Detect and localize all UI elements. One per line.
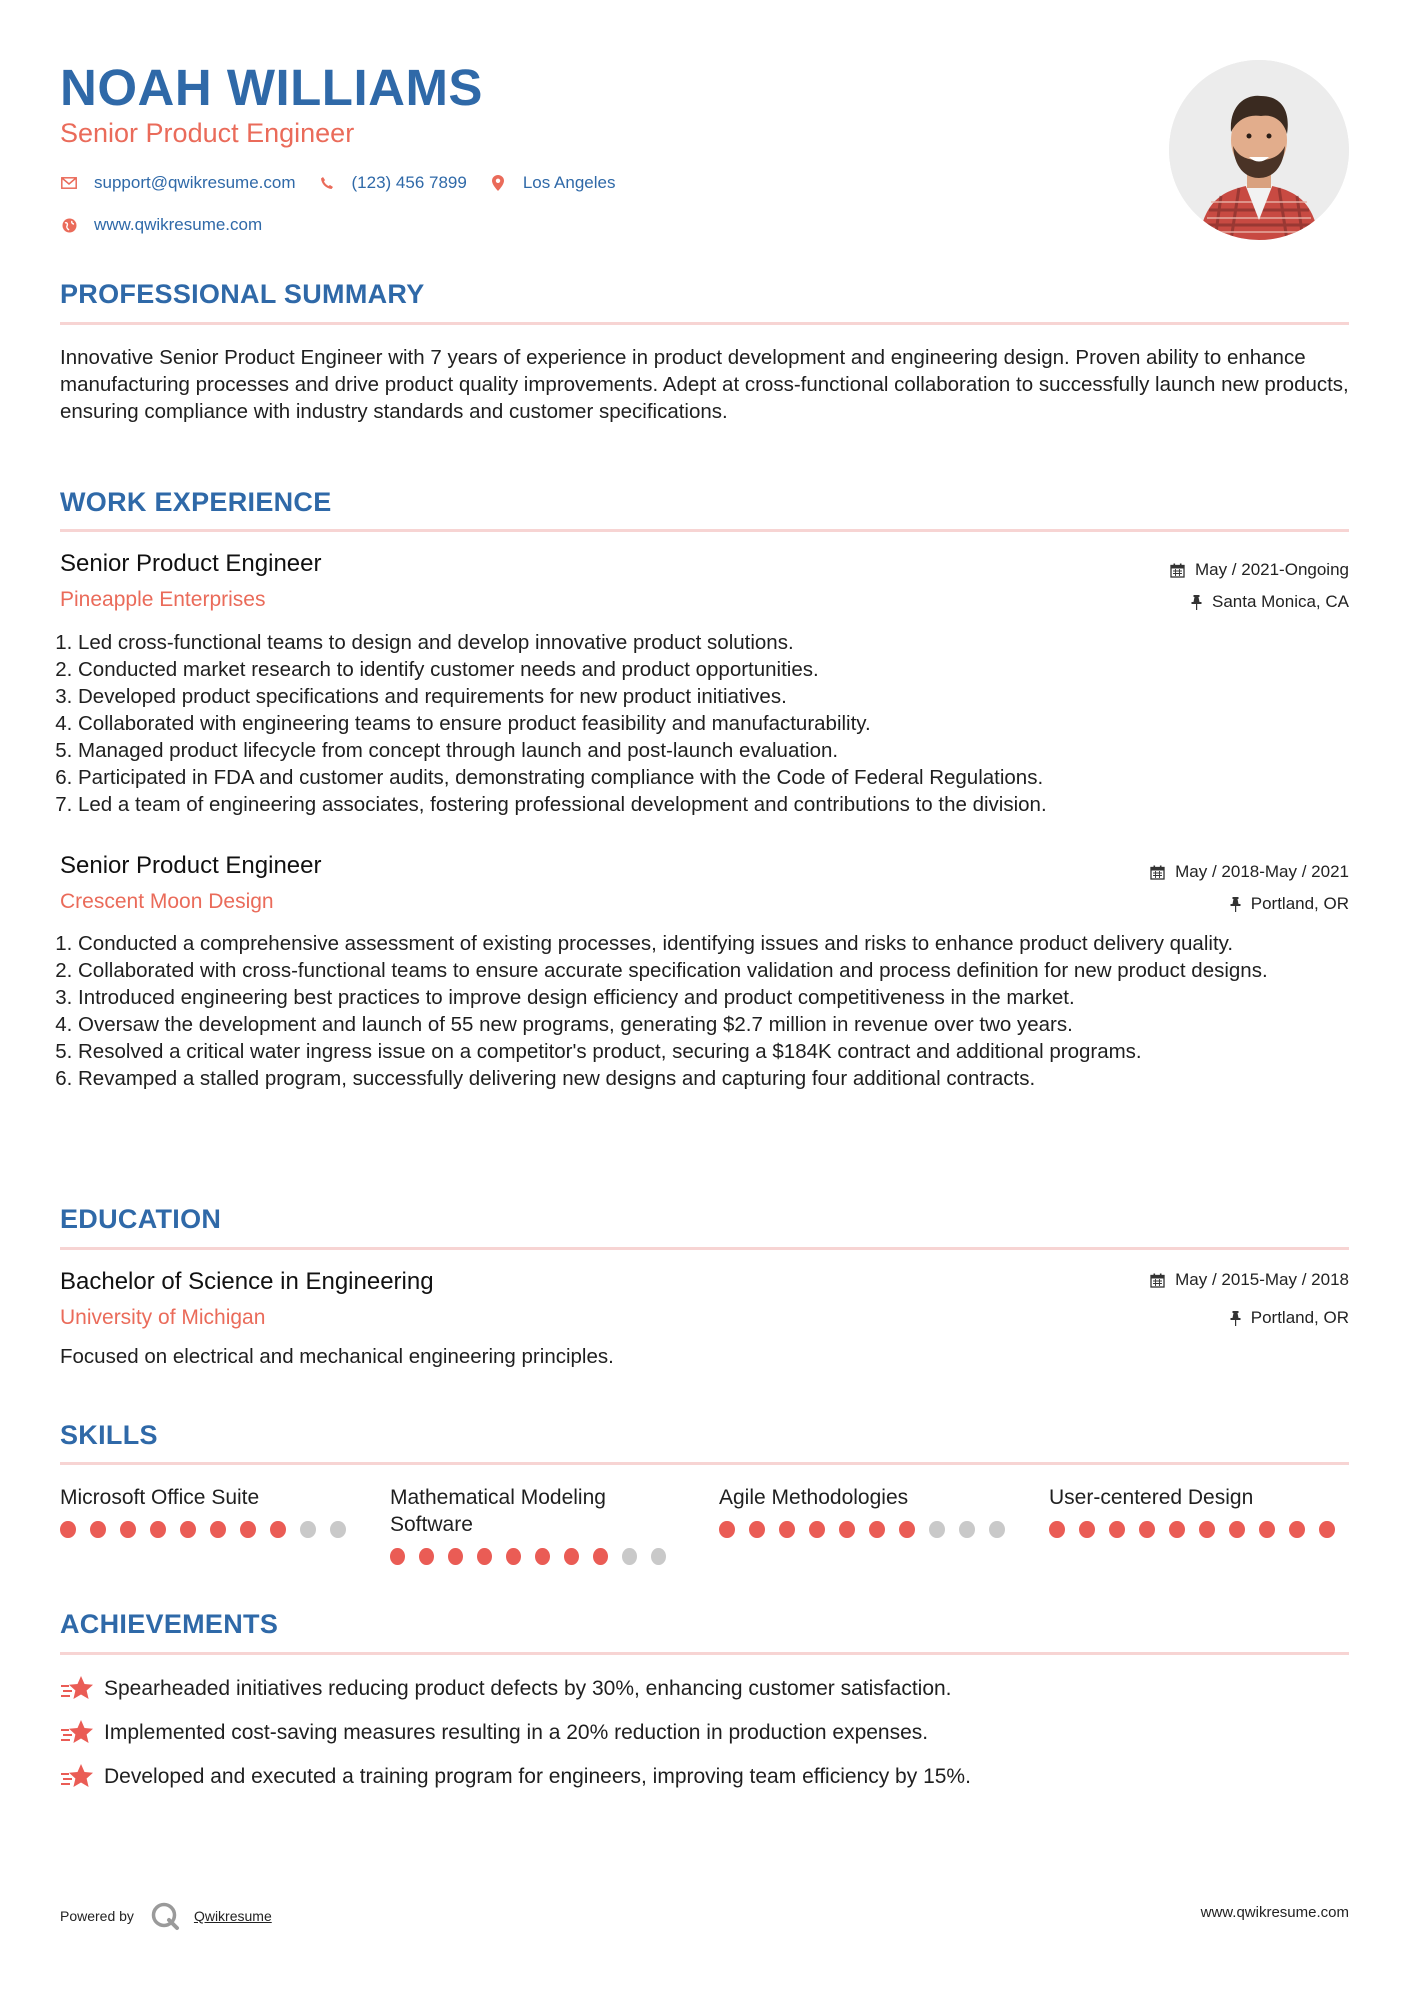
skill-dot-filled <box>210 1521 226 1538</box>
skill-dot-filled <box>839 1521 855 1538</box>
job-location-text: Portland, OR <box>1250 894 1349 913</box>
skill-dot-filled <box>1319 1521 1335 1538</box>
pushpin-icon <box>1230 1311 1241 1326</box>
job-location <box>1191 592 1349 612</box>
skill-name: Agile Methodologies <box>719 1486 909 1509</box>
shooting-star-icon <box>60 1674 94 1704</box>
list-item: 1. Conducted a comprehensive assessment of existing processes, identifying issues and risks to enhance product delivery quality. <box>78 930 1367 957</box>
skill-dot-filled <box>390 1548 405 1565</box>
calendar-icon <box>1150 1273 1165 1288</box>
skill-item <box>390 1484 680 1565</box>
education-location <box>1230 1308 1349 1328</box>
skills-heading: SKILLS <box>60 1420 158 1450</box>
job-responsibilities <box>60 629 1367 818</box>
website-text: www.qwikresume.com <box>94 215 263 234</box>
profile-photo <box>1169 60 1349 240</box>
job-title: Senior Product Engineer <box>60 852 322 879</box>
experience-heading: WORK EXPERIENCE <box>60 487 332 517</box>
website-row[interactable] <box>60 215 262 235</box>
skill-dot-empty <box>330 1521 346 1538</box>
skill-dot-filled <box>1109 1521 1125 1538</box>
skill-dot-filled <box>1139 1521 1155 1538</box>
list-item: 2. Collaborated with cross-functional teams to ensure accurate specification validation and process definition for new product designs. <box>78 957 1367 984</box>
skill-dot-filled <box>564 1548 579 1565</box>
achievements-divider <box>60 1652 1349 1655</box>
list-item: 3. Introduced engineering best practices to improve design efficiency and product competitiveness in the market. <box>78 984 1367 1011</box>
skill-dot-empty <box>989 1521 1005 1538</box>
achievement-item <box>60 1718 928 1748</box>
skill-dot-filled <box>1229 1521 1245 1538</box>
globe-icon <box>60 216 78 234</box>
skill-rating <box>1049 1521 1349 1538</box>
education-divider <box>60 1247 1349 1250</box>
skill-dot-empty <box>929 1521 945 1538</box>
education-location-text: Portland, OR <box>1250 1308 1349 1327</box>
skill-dot-empty <box>300 1521 316 1538</box>
summary-divider <box>60 322 1349 325</box>
skill-dot-filled <box>150 1521 166 1538</box>
list-item: 5. Managed product lifecycle from concept through launch and post-launch evaluation. <box>78 737 1367 764</box>
skill-dot-filled <box>593 1548 608 1565</box>
skill-dot-filled <box>90 1521 106 1538</box>
school-name: University of Michigan <box>60 1306 266 1329</box>
footer-url[interactable]: www.qwikresume.com <box>1200 1904 1349 1921</box>
email-text: support@qwikresume.com <box>94 173 296 192</box>
skill-dot-empty <box>622 1548 637 1565</box>
skill-name: User-centered Design <box>1049 1486 1254 1509</box>
phone-text: (123) 456 7899 <box>351 173 467 192</box>
qwikresume-link[interactable]: Qwikresume <box>193 1908 272 1924</box>
achievement-text: Implemented cost-saving measures resulting in a 20% reduction in production expenses. <box>104 1721 929 1744</box>
skill-dot-filled <box>869 1521 885 1538</box>
skill-dot-filled <box>1049 1521 1065 1538</box>
qwikresume-logo-icon <box>150 1901 180 1931</box>
candidate-title: Senior Product Engineer <box>60 118 355 148</box>
job-dates-text: May / 2021-Ongoing <box>1194 560 1349 579</box>
skill-dot-filled <box>899 1521 915 1538</box>
list-item: 5. Resolved a critical water ingress issue on a competitor's product, securing a $184K contract and additional programs. <box>78 1038 1367 1065</box>
skill-rating <box>390 1548 680 1565</box>
powered-by-label: Powered by <box>60 1908 134 1924</box>
skill-item <box>1049 1484 1349 1538</box>
contact-email[interactable] <box>60 173 296 193</box>
footer-powered-by <box>60 1901 272 1931</box>
calendar-icon <box>1170 563 1185 578</box>
shooting-star-icon <box>60 1762 94 1792</box>
education-dates <box>1150 1270 1349 1290</box>
job-location-text: Santa Monica, CA <box>1211 592 1349 611</box>
job-dates-text: May / 2018-May / 2021 <box>1175 862 1349 881</box>
skill-item <box>60 1484 360 1538</box>
envelope-icon <box>60 174 78 192</box>
skill-dot-filled <box>448 1548 463 1565</box>
achievements-heading: ACHIEVEMENTS <box>60 1609 279 1639</box>
calendar-icon <box>1150 865 1165 880</box>
skill-item <box>719 1484 1019 1538</box>
skill-dot-filled <box>779 1521 795 1538</box>
skill-dot-filled <box>719 1521 735 1538</box>
list-item: 7. Led a team of engineering associates, fostering professional development and contributions to the division. <box>78 791 1367 818</box>
contact-row <box>60 173 637 193</box>
phone-icon <box>318 174 336 192</box>
list-item: 3. Developed product specifications and requirements for new product initiatives. <box>78 683 1367 710</box>
skill-dot-filled <box>1199 1521 1215 1538</box>
list-item: 2. Conducted market research to identify customer needs and product opportunities. <box>78 656 1367 683</box>
skill-dot-filled <box>270 1521 286 1538</box>
skill-dot-filled <box>240 1521 256 1538</box>
list-item: 4. Oversaw the development and launch of 55 new programs, generating $2.7 million in revenue over two years. <box>78 1011 1367 1038</box>
map-pin-icon <box>489 174 507 192</box>
skill-dot-filled <box>477 1548 492 1565</box>
skill-dot-empty <box>959 1521 975 1538</box>
experience-divider <box>60 529 1349 532</box>
summary-heading: PROFESSIONAL SUMMARY <box>60 279 425 309</box>
skill-dot-filled <box>506 1548 521 1565</box>
skill-dot-filled <box>419 1548 434 1565</box>
degree-title: Bachelor of Science in Engineering <box>60 1268 434 1295</box>
contact-location <box>489 173 616 193</box>
achievement-item <box>60 1674 952 1704</box>
job-responsibilities <box>60 930 1367 1092</box>
job-location <box>1230 894 1349 914</box>
skill-dot-filled <box>535 1548 550 1565</box>
skill-dot-empty <box>651 1548 666 1565</box>
skill-dot-filled <box>120 1521 136 1538</box>
shooting-star-icon <box>60 1718 94 1748</box>
candidate-name: NOAH WILLIAMS <box>60 59 483 116</box>
skill-dot-filled <box>60 1521 76 1538</box>
skill-rating <box>719 1521 1019 1538</box>
skill-dot-filled <box>809 1521 825 1538</box>
location-text: Los Angeles <box>522 173 616 192</box>
list-item: 6. Participated in FDA and customer audits, demonstrating compliance with the Code of Federal Regulations. <box>78 764 1367 791</box>
achievement-text: Developed and executed a training program for engineers, improving team efficiency by 15%. <box>104 1765 971 1788</box>
skill-rating <box>60 1521 360 1538</box>
education-description: Focused on electrical and mechanical engineering principles. <box>60 1345 614 1368</box>
skill-dot-filled <box>1289 1521 1305 1538</box>
contact-phone[interactable] <box>318 173 467 193</box>
skill-dot-filled <box>749 1521 765 1538</box>
skill-name: Microsoft Office Suite <box>60 1486 260 1509</box>
skill-dot-filled <box>1079 1521 1095 1538</box>
list-item: 6. Revamped a stalled program, successfully delivering new designs and capturing four additional contracts. <box>78 1065 1367 1092</box>
achievement-text: Spearheaded initiatives reducing product defects by 30%, enhancing customer satisfaction. <box>104 1677 952 1700</box>
job-company: Pineapple Enterprises <box>60 588 266 611</box>
education-dates-text: May / 2015-May / 2018 <box>1175 1270 1349 1289</box>
achievement-item <box>60 1762 971 1792</box>
skill-dot-filled <box>1169 1521 1185 1538</box>
job-dates <box>1170 560 1349 580</box>
skill-dot-filled <box>1259 1521 1275 1538</box>
skill-dot-filled <box>180 1521 196 1538</box>
job-company: Crescent Moon Design <box>60 890 274 913</box>
education-heading: EDUCATION <box>60 1204 222 1234</box>
list-item: 4. Collaborated with engineering teams to ensure product feasibility and manufacturability. <box>78 710 1367 737</box>
job-dates <box>1150 862 1349 882</box>
pushpin-icon <box>1230 897 1241 912</box>
list-item: 1. Led cross-functional teams to design and develop innovative product solutions. <box>78 629 1367 656</box>
job-title: Senior Product Engineer <box>60 550 322 577</box>
skill-name: Mathematical Modeling Software <box>390 1486 606 1536</box>
skills-divider <box>60 1462 1349 1465</box>
pushpin-icon <box>1191 595 1202 610</box>
summary-text: Innovative Senior Product Engineer with 7 years of experience in product development and engineering design. Proven ability to enhance manufacturing processes and drive product quality improvements. Adept at cross-functional collaboration to successfully launch new products, ensuring compliance with industry standards and customer specifications. <box>60 346 1349 423</box>
